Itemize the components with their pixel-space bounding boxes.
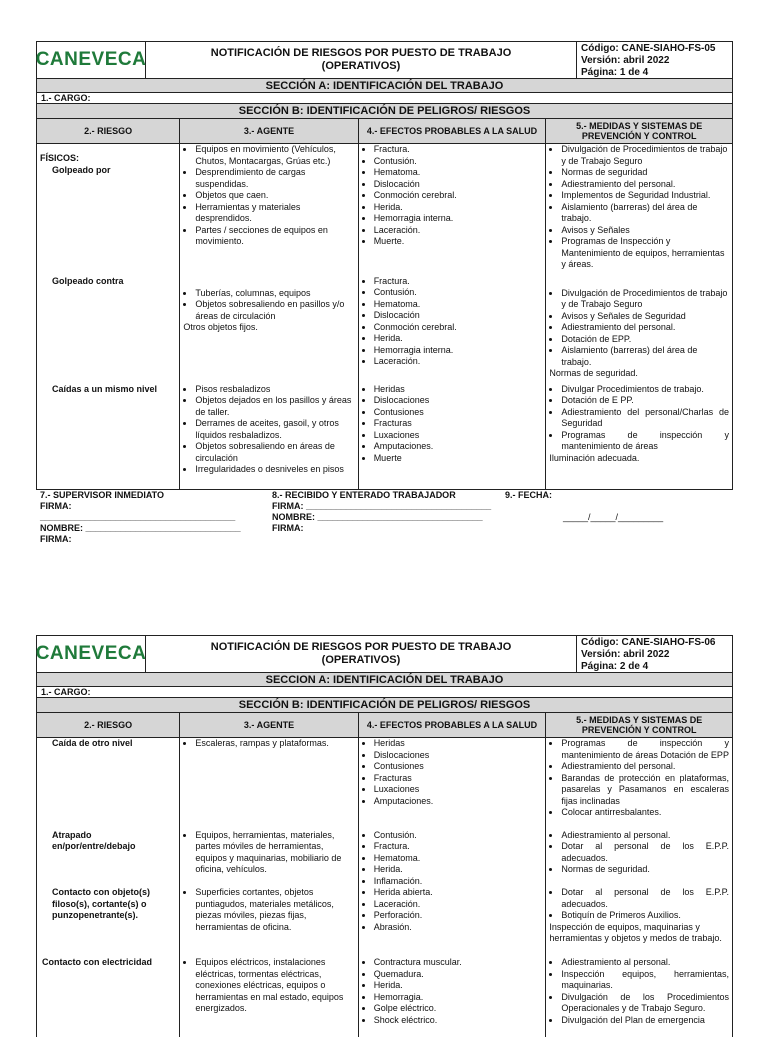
column-header-riesgo: 2.- RIESGO	[37, 119, 180, 144]
riesgo-label: Golpeado por	[52, 164, 111, 175]
table-row: FÍSICOS: Golpeado por • Equipos en movimiento (Vehículos, Chutos, Montacargas, Grúas etc.) • Desprendimiento de cargas suspendidas. • Objetos que caen. • Herramientas y materiales desprendidos. • Partes / secciones de equipos en movimiento. • Fractura. • Contusión. • Hematoma. • Dislocación • Conmoción cerebral. • Herida. • Hemorragia interna. • Laceración. • Muerte. • Divulgación de Procedimientos de trabajo y de Trabajo Seguro • Normas de seguridad • Adiestramiento del personal. • Implementos de Seguridad Industrial. • Aislamiento (barreras) del área de trabajo. • Avisos y Señales • Programas de Inspección y Mantenimiento de equipos, herramientas y áreas.	[37, 144, 733, 276]
riesgo-label: Golpeado contra	[52, 275, 124, 286]
table-row: Contacto con electricidad • Equipos eléctricos, instalaciones eléctricas, tormentas eléctricas, conexiones eléctricas, equipos o herramientas en mal estado, equipos energizados. • Contractura muscular. • Quemadura. • Herida. • Hemorragia. • Golpe eléctrico. • Shock eléctrico. • Adiestramiento al personal. • Inspección equipos, herramientas, maquinarias. • Divulgación de los Procedimientos Operacionales y de Trabajo Seguro. • Divulgación del Plan de emergencia	[37, 957, 733, 1037]
signature-trabajador: 8.- RECIBIDO Y ENTERADO TRABAJADOR FIRMA: _____________________________________ NOMBRE: _________________________________ FIRMA:	[272, 490, 497, 534]
document-code-block: Código: CANE-SIAHO-FS-05 Versión: abril 2022 Página: 1 de 4	[581, 43, 716, 78]
form-page-2	[36, 635, 733, 1037]
column-header-agente: 3.- AGENTE	[180, 713, 358, 738]
supervisor-firma-field[interactable]: FIRMA: _______________________________________	[40, 501, 236, 522]
table-row: Golpeado contra • Tuberías, columnas, equipos • Objetos sobresaliendo en pasillos y/o áreas de circulación Otros objetos fijos. • Fractura. • Contusión. • Hematoma. • Dislocación • Conmoción cerebral. • Herida. • Hemorragia interna. • Laceración. • Divulgación de Procedimientos de trabajo y de Trabajo Seguro • Avisos y Señales de Seguridad • Adiestramiento del personal. • Dotación de EPP. • Aislamiento (barreras) del área de trabajo. Normas de seguridad.	[37, 276, 733, 384]
form-page-1	[36, 41, 733, 490]
form-header	[36, 41, 733, 79]
column-header-riesgo: 2.- RIESGO	[37, 713, 180, 738]
column-header-efectos: 4.- EFECTOS PROBABLES A LA SALUD	[358, 119, 546, 144]
fecha-field[interactable]: _____/_____/_________	[563, 512, 664, 522]
trabajador-nombre-field[interactable]: NOMBRE: _________________________________	[272, 512, 483, 522]
cargo-field: 1.- CARGO:	[36, 93, 733, 104]
table-row: Caída de otro nivel • Escaleras, rampas y plataformas. • Heridas • Dislocaciones • Contusiones • Fracturas • Luxaciones • Amputaciones. • Programas de inspección y mantenimiento de áreas Dotación de EPP • Adiestramiento del personal. • Barandas de protección en plataformas, pasarelas y Pasamanos en escaleras fijas inclinadas • Colocar antirresbalantes.	[37, 738, 733, 830]
form-header	[36, 635, 733, 673]
column-header-efectos: 4.- EFECTOS PROBABLES A LA SALUD	[358, 713, 546, 738]
riesgo-label: Contacto con electricidad	[42, 957, 153, 967]
supervisor-nombre-field[interactable]: NOMBRE: _______________________________	[40, 523, 241, 533]
riesgo-label: Atrapado en/por/entre/debajo	[52, 829, 136, 851]
risk-table	[36, 118, 733, 490]
column-header-agente: 3.- AGENTE	[180, 119, 358, 144]
category-label: FÍSICOS:	[40, 153, 80, 163]
company-logo: CANEVECA	[37, 42, 146, 78]
riesgo-label: Caída de otro nivel	[52, 738, 133, 748]
cargo-field: 1.- CARGO:	[36, 687, 733, 698]
table-row: Atrapado en/por/entre/debajo • Equipos, herramientas, materiales, partes móviles de herramientas, equipos y maquinarias, mobiliario de oficina, vehículos. • Contusión. • Fractura. • Hematoma. • Herida. • Inflamación. • Adiestramiento al personal. • Dotar al personal de los E.P.P. adecuados. • Normas de seguridad.	[37, 830, 733, 888]
form-title: NOTIFICACIÓN DE RIESGOS POR PUESTO DE TRABAJO (OPERATIVOS)	[146, 42, 577, 78]
signature-supervisor: 7.- SUPERVISOR INMEDIATO FIRMA: _______________________________________ NOMBRE: _______________________________ FIRMA:	[40, 490, 265, 545]
risk-table	[36, 712, 733, 1037]
table-row: Caídas a un mismo nivel • Pisos resbaladizos • Objetos dejados en los pasillos y áreas de taller. • Derrames de aceites, gasoil, y otros líquidos resbaladizos. • Objetos sobresaliendo en áreas de circulación • Irregularidades o desniveles en pisos • Heridas • Dislocaciones • Contusiones • Fracturas • Luxaciones • Amputaciones. • Muerte • Divulgar Procedimientos de trabajo. • Dotación de E PP. • Adiestramiento del personal/Charlas de Seguridad • Programas de inspección y mantenimiento de áreas Iluminación adecuada.	[37, 384, 733, 490]
company-logo: CANEVECA	[37, 636, 146, 672]
section-a-heading: SECCIÓN A: IDENTIFICACIÓN DEL TRABAJO	[36, 79, 733, 93]
riesgo-label: Contacto con objeto(s) filoso(s), cortante(s) o punzopenetrante(s).	[52, 887, 150, 920]
section-b-heading: SECCIÓN B: IDENTIFICACIÓN DE PELIGROS/ RIESGOS	[36, 104, 733, 118]
section-b-heading: SECCIÓN B: IDENTIFICACIÓN DE PELIGROS/ RIESGOS	[36, 698, 733, 712]
section-a-heading: SECCION A: IDENTIFICACIÓN DEL TRABAJO	[36, 673, 733, 687]
fecha-block: 9.- FECHA: _____/_____/_________	[505, 490, 705, 523]
riesgo-label: Caídas a un mismo nivel	[52, 383, 158, 394]
document-code-block: Código: CANE-SIAHO-FS-06 Versión: abril 2022 Página: 2 de 4	[581, 637, 716, 672]
table-row: Contacto con objeto(s) filoso(s), cortante(s) o punzopenetrante(s). • Superficies cortantes, objetos puntiagudos, materiales metálicos, piezas móviles, piezas fijas, herramientas de oficina. • Herida abierta. • Laceración. • Perforación. • Abrasión. • Dotar al personal de los E.P.P. adecuados. • Botiquín de Primeros Auxilios. Inspección de equipos, maquinarias y herramientas y objetos y medos de trabajo.	[37, 887, 733, 957]
trabajador-firma-field[interactable]: FIRMA: _____________________________________	[272, 501, 492, 511]
form-title: NOTIFICACIÓN DE RIESGOS POR PUESTO DE TRABAJO (OPERATIVOS)	[146, 636, 577, 672]
column-header-medidas: 5.- MEDIDAS Y SISTEMAS DE PREVENCIÓN Y CONTROL	[546, 713, 733, 738]
column-header-medidas: 5.- MEDIDAS Y SISTEMAS DE PREVENCIÓN Y CONTROL	[546, 119, 733, 144]
